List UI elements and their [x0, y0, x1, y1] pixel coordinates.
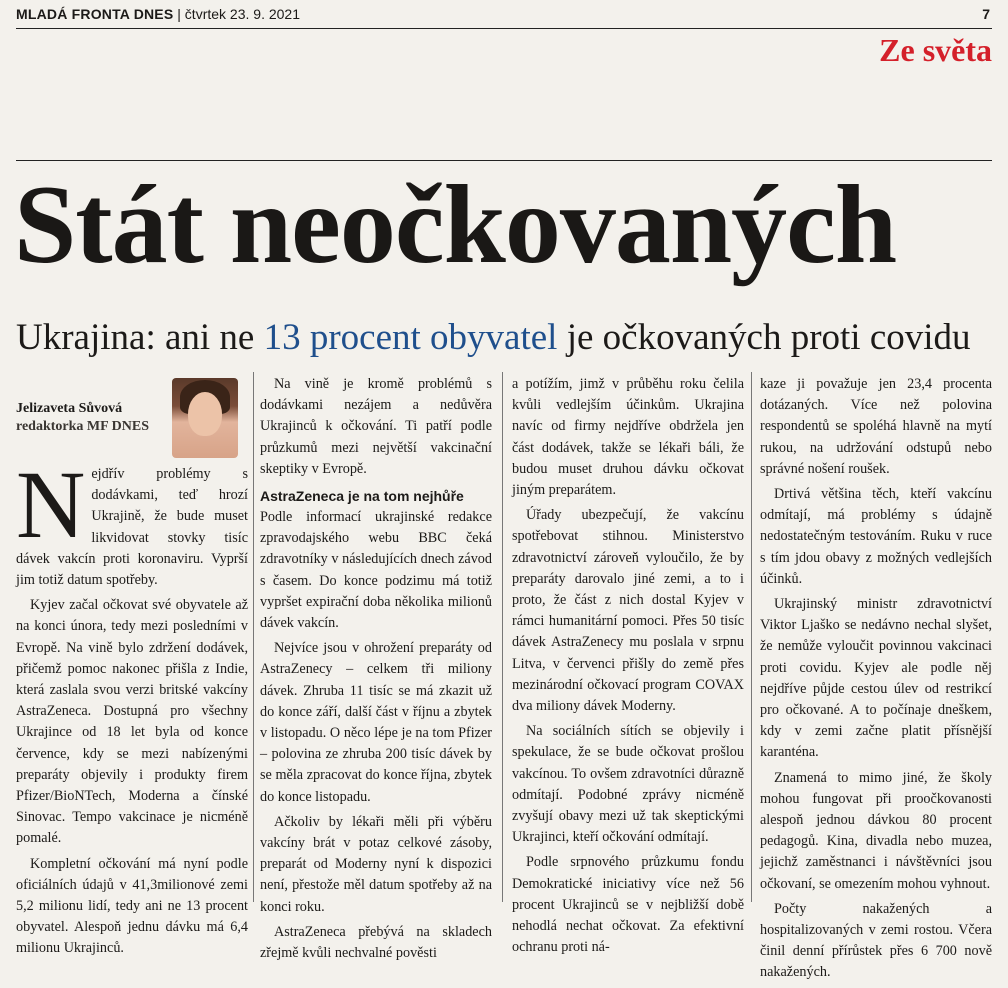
column-rule	[751, 372, 752, 902]
article-column-4	[760, 374, 992, 988]
article-column-3	[512, 374, 744, 962]
paragraph: kaze ji považuje jen 23,4 procenta dotázaných. Více než polovina respondentů se spoléhá hlavně na mytí rukou, na udržování odstupů nebo správné nošení roušek.	[760, 376, 992, 477]
paragraph: Znamená to mimo jiné, že školy mohou fungovat při proočkovanosti alespoň jednou dávkou 80 procent pedagogů. Kina, divadla nebo muzea, jejichž zaměstnanci i návštěvníci jsou očkovaní, se omezením mohou vyhnout.	[760, 769, 992, 892]
page-header	[16, 6, 992, 29]
paragraph: Na sociálních sítích se objevily i spekulace, že se bude očkovat prošlou vakcínou. To ovšem zdravotníci důrazně odmítají. Podobné zprávy nicméně zvyšují obavy mezi už tak skeptickými Ukrajinci, kteří očkování odmítají.	[512, 723, 744, 846]
subheadline-highlight: 13 procent obyvatel	[263, 317, 558, 358]
page-number: 7	[982, 6, 990, 22]
paragraph: Ačkoliv by lékaři měli při výběru vakcíny brát v potaz celkové zásoby, preparát od Moderny nyní k dispozici není, přestože měl datum spotřeby až na konci roku.	[260, 813, 492, 915]
author-photo	[172, 378, 238, 458]
issue-date: | čtvrtek 23. 9. 2021	[177, 6, 300, 22]
article-column-2	[260, 374, 492, 968]
paragraph: Na vině je kromě problémů s dodávkami nezájem a nedůvěra Ukrajinců k očkování. Ti patří podle průzkumů mezi největší vakcinační skeptiky v Evropě.	[260, 376, 492, 477]
paragraph: Podle srpnového průzkumu fondu Demokratické iniciativy více než 56 procent Ukrajinců se v nejbližší době nehodlá nechat očkovat. Za efektivní ochranu proti ná-	[512, 854, 744, 956]
paragraph: Počty nakažených a hospitalizovaných v zemi rostou. Včera činil denní přírůstek přes 6 700 nově nakažených.	[760, 900, 992, 981]
paragraph: Kyjev začal očkovat své obyvatele až na konci února, tedy mezi posledními v Evropě. Na vině bylo zdržení dodávek, přičemž pomoc nakonec přišla z Indie, která zaslala svou verzi britské vakcíny AstraZeneca. Dostupná pro všechny Ukrajince od 18 let byla od konce července, kdy se mezi nabízenými preparáty objevily i produkty firem Pfizer/BioNTech, Moderna a čínské Sinovac. Tempo vakcinace je nicméně pomalé.	[16, 597, 248, 847]
paragraph: Podle informací ukrajinské redakce zpravodajského webu BBC čeká zdravotníky v následujících dnech závod s časem. Do konce podzimu má totiž vypršet expirační doba několika milionů dávek vakcín.	[260, 509, 492, 632]
crosshead: AstraZeneca je na tom nejhůře	[260, 488, 464, 505]
article-column-1	[16, 451, 248, 964]
subheadline-pre: Ukrajina: ani ne	[16, 317, 264, 358]
paragraph: Nejdřív problémy s dodávkami, teď hrozí Ukrajině, že bude muset likvidovat stovky tisíc dávek vakcín proti koronaviru. Vyprší jim totiž datum spotřeby.	[16, 451, 248, 589]
drop-cap: N	[16, 451, 86, 558]
section-label: Ze světa	[879, 32, 992, 68]
paragraph: Kompletní očkování má nyní podle oficiálních údajů v 41,3milionové zemi 5,2 milionu lidí, tedy ani ne 13 procent obyvatel. Alespoň jednu dávku má 6,4 milionu Ukrajinců.	[16, 855, 248, 957]
paragraph: AstraZeneca přebývá na skladech zřejmě kvůli nechvalné pověsti	[260, 923, 492, 962]
author-name: Jelizaveta Sůvová	[16, 401, 123, 416]
subheadline-post: je očkovaných proti covidu	[557, 317, 971, 358]
publication-name: MLADÁ FRONTA DNES	[16, 6, 174, 22]
column-rule	[502, 372, 503, 902]
paragraph: Ukrajinský ministr zdravotnictví Viktor Ljaško se nedávno nechal slyšet, že nemůže vyloučit povinnou vakcinaci proti covidu. Kyjev ale podle něj nejdříve půjde cestou úlev od restrikcí pro očkované. A to počínaje dneškem, kdy v zemi začne platit přísnější karanténa.	[760, 596, 992, 761]
author-photo-face	[188, 392, 222, 436]
byline	[16, 400, 149, 436]
paragraph: Úřady ubezpečují, že vakcínu spotřebovat stihnou. Ministerstvo zdravotnictví zároveň vyloučilo, že by preparáty darovalo jiné zemi, a to i proto, že část z nich dostal Kyjev v rámci humanitární pomoci. Přes 50 tisíc dávek AstraZenecy mu poslala v srpnu Litva, v červenci přišly do země přes mezinárodní očkovací program COVAX dva miliony dávek Moderny.	[512, 507, 744, 715]
author-role: redaktorka MF DNES	[16, 419, 149, 434]
subheadline	[16, 314, 971, 362]
paragraph: Nejvíce jsou v ohrožení preparáty od AstraZenecy – celkem tři miliony dávek. Zhruba 11 tisíc se má zkazit už do konce září, další část v říjnu a zbytek v listopadu. O něco lépe je na tom Pfizer – polovina ze zhruba 200 tisíc dávek by se měla zpracovat do konce října, zbytek do konce listopadu.	[260, 640, 492, 805]
column-rule	[253, 372, 254, 902]
paragraph: Drtivá většina těch, kteří vakcínu odmítají, má problémy s údajně nedostatečným testováním. Ruku v ruce s tím jdou obavy z možných vedlejších účinků.	[760, 486, 992, 587]
headline: Stát neočkovaných	[14, 163, 897, 287]
paragraph: a potížím, jimž v průběhu roku čelila kvůli vedlejším účinkům. Ukrajina navíc od firmy nejdříve obdržela jen část dodávek, takže se lékaři báli, že budou muset druhou dávku očkovat jiným preparátem.	[512, 376, 744, 499]
